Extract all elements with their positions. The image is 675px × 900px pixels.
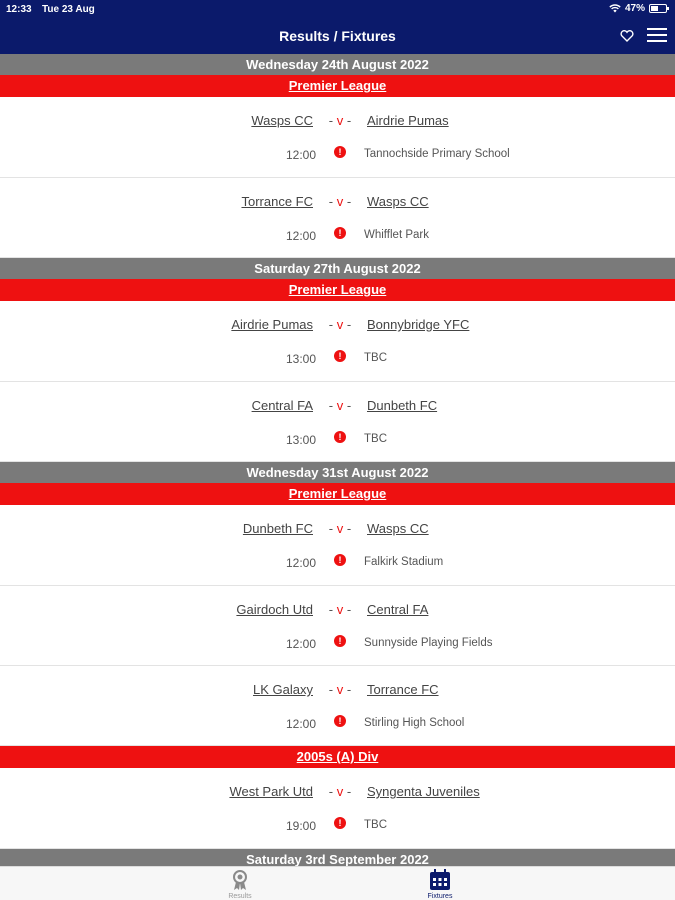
- versus-dash: -: [346, 398, 352, 413]
- versus-dash: -: [328, 317, 334, 332]
- home-team-link[interactable]: Central FA: [251, 398, 313, 413]
- versus-v: v: [336, 682, 344, 697]
- kickoff-time: 12:00: [285, 229, 316, 243]
- versus-v: v: [336, 602, 344, 617]
- fixture-row[interactable]: [0, 505, 675, 586]
- versus-dash: -: [346, 602, 352, 617]
- versus-v: v: [336, 521, 344, 536]
- versus-dash: -: [346, 521, 352, 536]
- page-title: Results / Fixtures: [279, 28, 396, 44]
- venue-label: Sunnyside Playing Fields: [364, 637, 493, 649]
- tab-bar: [0, 866, 675, 900]
- battery-fill: [651, 6, 658, 11]
- fixture-row[interactable]: [0, 768, 675, 849]
- date-header: Saturday 3rd September 2022: [0, 849, 675, 866]
- versus-v: v: [336, 194, 344, 209]
- tab-results-label: Results: [228, 893, 252, 900]
- hamburger-menu-icon[interactable]: [647, 28, 667, 44]
- away-team-link[interactable]: Airdrie Pumas: [367, 113, 449, 128]
- league-header[interactable]: 2005s (A) Div: [0, 746, 675, 768]
- fixture-row[interactable]: [0, 97, 675, 178]
- league-header[interactable]: Premier League: [0, 483, 675, 505]
- venue-label: TBC: [364, 433, 387, 445]
- away-team-link[interactable]: Syngenta Juveniles: [367, 784, 480, 799]
- info-icon[interactable]: !: [334, 431, 346, 443]
- kickoff-time: 13:00: [285, 433, 316, 447]
- info-icon[interactable]: !: [334, 715, 346, 727]
- versus-dash: -: [328, 784, 334, 799]
- home-team-link[interactable]: Wasps CC: [251, 113, 313, 128]
- league-header[interactable]: Premier League: [0, 75, 675, 97]
- venue-label: Tannochside Primary School: [364, 148, 510, 160]
- info-icon[interactable]: !: [334, 635, 346, 647]
- versus-label: [322, 113, 358, 128]
- versus-dash: -: [328, 602, 334, 617]
- date-header: Wednesday 31st August 2022: [0, 462, 675, 483]
- versus-dash: -: [346, 194, 352, 209]
- tab-fixtures-label: Fixtures: [427, 893, 453, 900]
- heart-icon[interactable]: [619, 28, 635, 44]
- versus-label: [322, 784, 358, 799]
- versus-dash: -: [328, 682, 334, 697]
- status-bar: [0, 0, 675, 18]
- versus-label: [322, 602, 358, 617]
- away-team-link[interactable]: Wasps CC: [367, 521, 429, 536]
- fixture-row[interactable]: [0, 301, 675, 382]
- versus-dash: -: [328, 194, 334, 209]
- versus-dash: -: [346, 682, 352, 697]
- versus-dash: -: [346, 317, 352, 332]
- versus-v: v: [336, 317, 344, 332]
- versus-dash: -: [328, 398, 334, 413]
- venue-label: Whifflet Park: [364, 229, 429, 241]
- versus-label: [322, 317, 358, 332]
- kickoff-time: 12:00: [285, 637, 316, 651]
- battery-percent: 47%: [624, 3, 645, 14]
- home-team-link[interactable]: Airdrie Pumas: [231, 317, 313, 332]
- status-right: [609, 3, 667, 14]
- wifi-icon: [609, 4, 621, 13]
- fixture-row[interactable]: [0, 178, 675, 258]
- info-icon[interactable]: !: [334, 227, 346, 239]
- away-team-link[interactable]: Bonnybridge YFC: [367, 317, 470, 332]
- versus-dash: -: [328, 521, 334, 536]
- versus-v: v: [336, 784, 344, 799]
- fixtures-list[interactable]: [0, 54, 675, 866]
- versus-label: [322, 194, 358, 209]
- info-icon[interactable]: !: [334, 554, 346, 566]
- date-header: Wednesday 24th August 2022: [0, 54, 675, 75]
- home-team-link[interactable]: West Park Utd: [229, 784, 313, 799]
- away-team-link[interactable]: Dunbeth FC: [367, 398, 438, 413]
- away-team-link[interactable]: Central FA: [367, 602, 429, 617]
- venue-label: Falkirk Stadium: [364, 556, 444, 568]
- medal-icon: [228, 869, 252, 891]
- fixture-row[interactable]: [0, 382, 675, 462]
- home-team-link[interactable]: LK Galaxy: [253, 682, 313, 697]
- kickoff-time: 12:00: [285, 556, 316, 570]
- venue-label: TBC: [364, 819, 387, 831]
- date-header: Saturday 27th August 2022: [0, 258, 675, 279]
- home-team-link[interactable]: Gairdoch Utd: [236, 602, 313, 617]
- kickoff-time: 12:00: [285, 717, 316, 731]
- status-date: Tue 23 Aug: [42, 4, 95, 15]
- tab-results[interactable]: [200, 869, 280, 900]
- battery-icon: [649, 4, 667, 13]
- tab-fixtures[interactable]: [400, 869, 480, 900]
- status-time: 12:33: [6, 4, 32, 15]
- kickoff-time: 13:00: [285, 352, 316, 366]
- versus-label: [322, 682, 358, 697]
- away-team-link[interactable]: Wasps CC: [367, 194, 429, 209]
- home-team-link[interactable]: Dunbeth FC: [242, 521, 313, 536]
- venue-label: Stirling High School: [364, 717, 465, 729]
- fixture-row[interactable]: [0, 586, 675, 666]
- home-team-link[interactable]: Torrance FC: [241, 194, 313, 209]
- league-header[interactable]: Premier League: [0, 279, 675, 301]
- kickoff-time: 19:00: [285, 819, 316, 833]
- venue-label: TBC: [364, 352, 387, 364]
- versus-dash: -: [346, 784, 352, 799]
- fixture-row[interactable]: [0, 666, 675, 746]
- versus-label: [322, 521, 358, 536]
- versus-dash: -: [346, 113, 352, 128]
- info-icon[interactable]: !: [334, 350, 346, 362]
- versus-v: v: [336, 113, 344, 128]
- kickoff-time: 12:00: [285, 148, 316, 162]
- info-icon[interactable]: !: [334, 817, 346, 829]
- versus-v: v: [336, 398, 344, 413]
- calendar-icon: [428, 869, 452, 891]
- info-icon[interactable]: !: [334, 146, 346, 158]
- versus-label: [322, 398, 358, 413]
- versus-dash: -: [328, 113, 334, 128]
- top-bar: [0, 0, 675, 54]
- away-team-link[interactable]: Torrance FC: [367, 682, 439, 697]
